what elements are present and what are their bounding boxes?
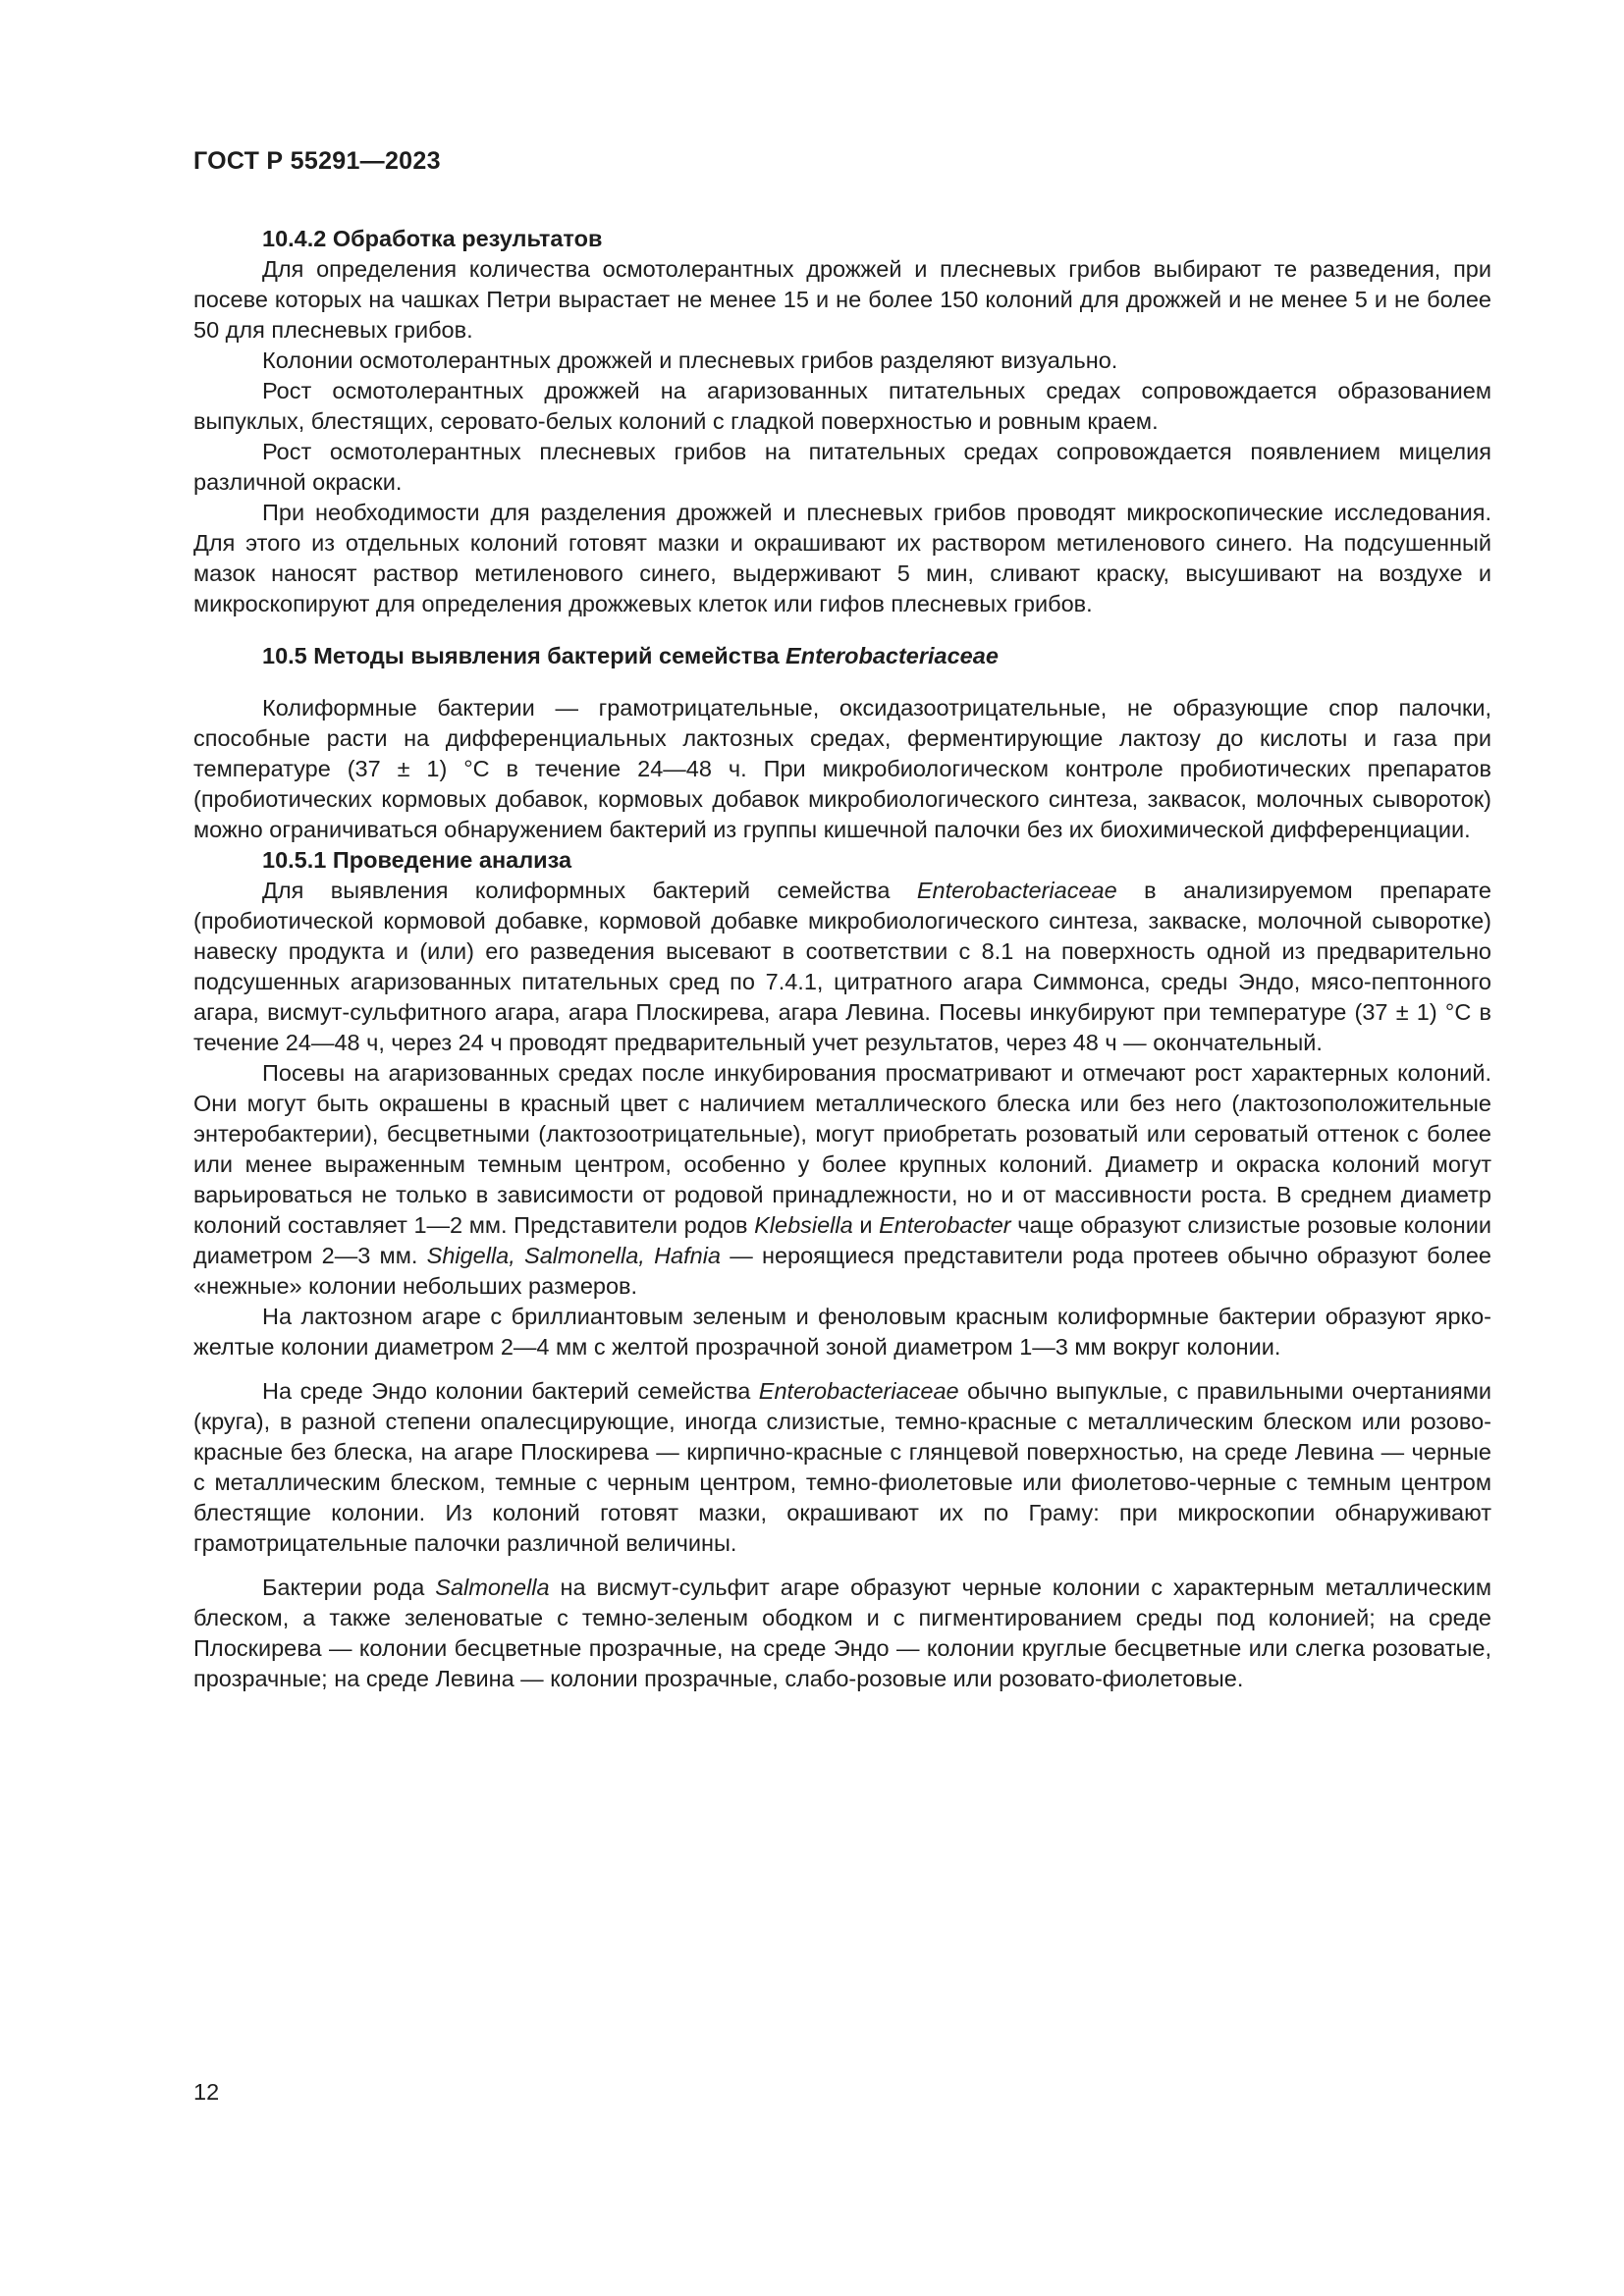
text-run: Посевы на агаризованных средах после инкубирования просматривают и отмечают рост характерных колоний. Они могут быть окрашены в красный цвет с наличием металлического блеска или без него (лактозоположительные энтеробактерии), бесцветными (лактозоотрицательные), могут приобретать розоватый или сероватый оттенок с более или менее выраженным темным центром, особенно у более крупных колоний. Диаметр и окраска колоний могут варьироваться не только в зависимости от родовой принадлежности, но и от массивности роста. В среднем диаметр колоний составляет 1—2 мм. Представители родов: [193, 1060, 1491, 1238]
text-run: На среде Эндо колонии бактерий семейства: [262, 1378, 759, 1404]
paragraph-10-4-2-1: Для определения количества осмотолерантных дрожжей и плесневых грибов выбирают те разведения, при посеве которых на чашках Петри вырастает не менее 15 и не более 150 колоний для дрожжей и не менее 5 и не более 50 для плесневых грибов.: [193, 256, 1491, 343]
paragraph-10-4-2-4: Рост осмотолерантных плесневых грибов на питательных средах сопровождается появлением мицелия различной окраски.: [193, 439, 1491, 495]
text-run: чаще образуют слизистые розовые колонии диаметром 2—3 мм.: [193, 1212, 1491, 1268]
paragraph-10-5-1-3: На лактозном агаре с бриллиантовым зеленым и феноловым красным колиформные бактерии образуют ярко-желтые колонии диаметром 2—4 мм с желтой прозрачной зоной диаметром 1—3 мм вокруг колонии.: [193, 1304, 1491, 1360]
italic-term: Enterobacteriaceae: [916, 878, 1117, 903]
italic-term: Klebsiella: [754, 1212, 853, 1238]
paragraph-10-4-2-5: При необходимости для разделения дрожжей и плесневых грибов проводят микроскопические исследования. Для этого из отдельных колоний готовят мазки и окрашивают их раствором метиленового синего. На подсушенный мазок наносят раствор метиленового синего, выдерживают 5 мин, сливают краску, высушивают на воздухе и микроскопируют для определения дрожжевых клеток или гифов плесневых грибов.: [193, 500, 1491, 616]
page-number: 12: [193, 2079, 220, 2105]
text-run: на висмут-сульфит агаре образуют черные колонии с характерным металлическим блеском, а также зеленоватые с темно-зеленым ободком и с пигментированием среды под колонией; на среде Плоскирева — колонии бесцветные прозрачные, на среде Эндо — колонии круглые бесцветные или слегка розоватые, прозрачные; на среде Левина — колонии прозрачные, слабо-розовые или розовато-фиолетовые.: [193, 1575, 1491, 1691]
paragraph-10-5-1-2: [193, 1058, 1491, 1302]
italic-term: Enterobacter: [879, 1212, 1011, 1238]
document-standard-code: ГОСТ Р 55291—2023: [193, 147, 441, 175]
text-run: обычно выпуклые, с правильными очертаниями (круга), в разной степени опалесцирующие, иногда слизистые, темно-красные с металлическим блеском или розово-красные без блеска, на агаре Плоскирева — кирпично-красные с глянцевой поверхностью, на среде Левина — черные с металлическим блеском, темные с черным центром, темно-фиолетовые или фиолетово-черные с темным центром блестящие колонии. Из колоний готовят мазки, окрашивают их по Граму: при микроскопии обнаруживают грамотрицательные палочки различной величины.: [193, 1378, 1491, 1556]
paragraph-10-5-1-5: [193, 1573, 1491, 1694]
italic-term: Enterobacteriaceae: [758, 1378, 959, 1404]
text-run: — нероящиеся представители рода протеев обычно образуют более «нежные» колонии небольших размеров.: [193, 1243, 1491, 1299]
paragraph-10-4-2-3: Рост осмотолерантных дрожжей на агаризованных питательных средах сопровождается образованием выпуклых, блестящих, серовато-белых колоний с гладкой поверхностью и ровным краем.: [193, 378, 1491, 434]
text-run: в анализируемом препарате (пробиотической кормовой добавке, кормовой добавке микробиологического синтеза, закваске, молочной сыворотке) навеску продукта и (или) его разведения высевают в соответствии с 8.1 на поверхность одной из предварительно подсушенных агаризованных питательных сред по 7.4.1, цитратного агара Симмонса, среды Эндо, мясо-пептонного агара, висмут-сульфитного агара, агара Плоскирева, агара Левина. Посевы инкубируют при температуре (37 ± 1) °С в течение 24—48 ч, через 24 ч проводят предварительный учет результатов, через 48 ч — окончательный.: [193, 878, 1491, 1055]
paragraph-10-5-1: Колиформные бактерии — грамотрицательные, оксидазоотрицательные, не образующие спор палочки, способные расти на дифференциальных лактозных средах, ферментирующие лактозу до кислоты и газа при температуре (37 ± 1) °С в течение 24—48 ч. При микробиологическом контроле пробиотических препаратов (пробиотических кормовых добавок, кормовых добавок микробиологического синтеза, заквасок, молочных сывороток) можно ограничиваться обнаружением бактерий из группы кишечной палочки без их биохимической дифференциации.: [193, 695, 1491, 842]
heading-10-4-2: 10.4.2 Обработка результатов: [262, 226, 603, 251]
heading-10-5-text: 10.5 Методы выявления бактерий семейства: [262, 643, 786, 668]
heading-10-5-italic: Enterobacteriaceae: [785, 643, 999, 668]
heading-10-5-1: 10.5.1 Проведение анализа: [262, 847, 572, 873]
text-run: Для выявления колиформных бактерий семейства: [262, 878, 917, 903]
heading-10-5: [193, 641, 1491, 671]
document-body: [193, 224, 1491, 1694]
italic-term: Salmonella: [435, 1575, 550, 1600]
paragraph-10-4-2-2: Колонии осмотолерантных дрожжей и плесневых грибов разделяют визуально.: [262, 347, 1118, 373]
paragraph-10-5-1-4: [193, 1376, 1491, 1559]
paragraph-10-5-1-1: [193, 876, 1491, 1058]
italic-term: Shigella, Salmonella, Hafnia: [426, 1243, 721, 1268]
text-run: и: [852, 1212, 880, 1238]
text-run: Бактерии рода: [262, 1575, 436, 1600]
